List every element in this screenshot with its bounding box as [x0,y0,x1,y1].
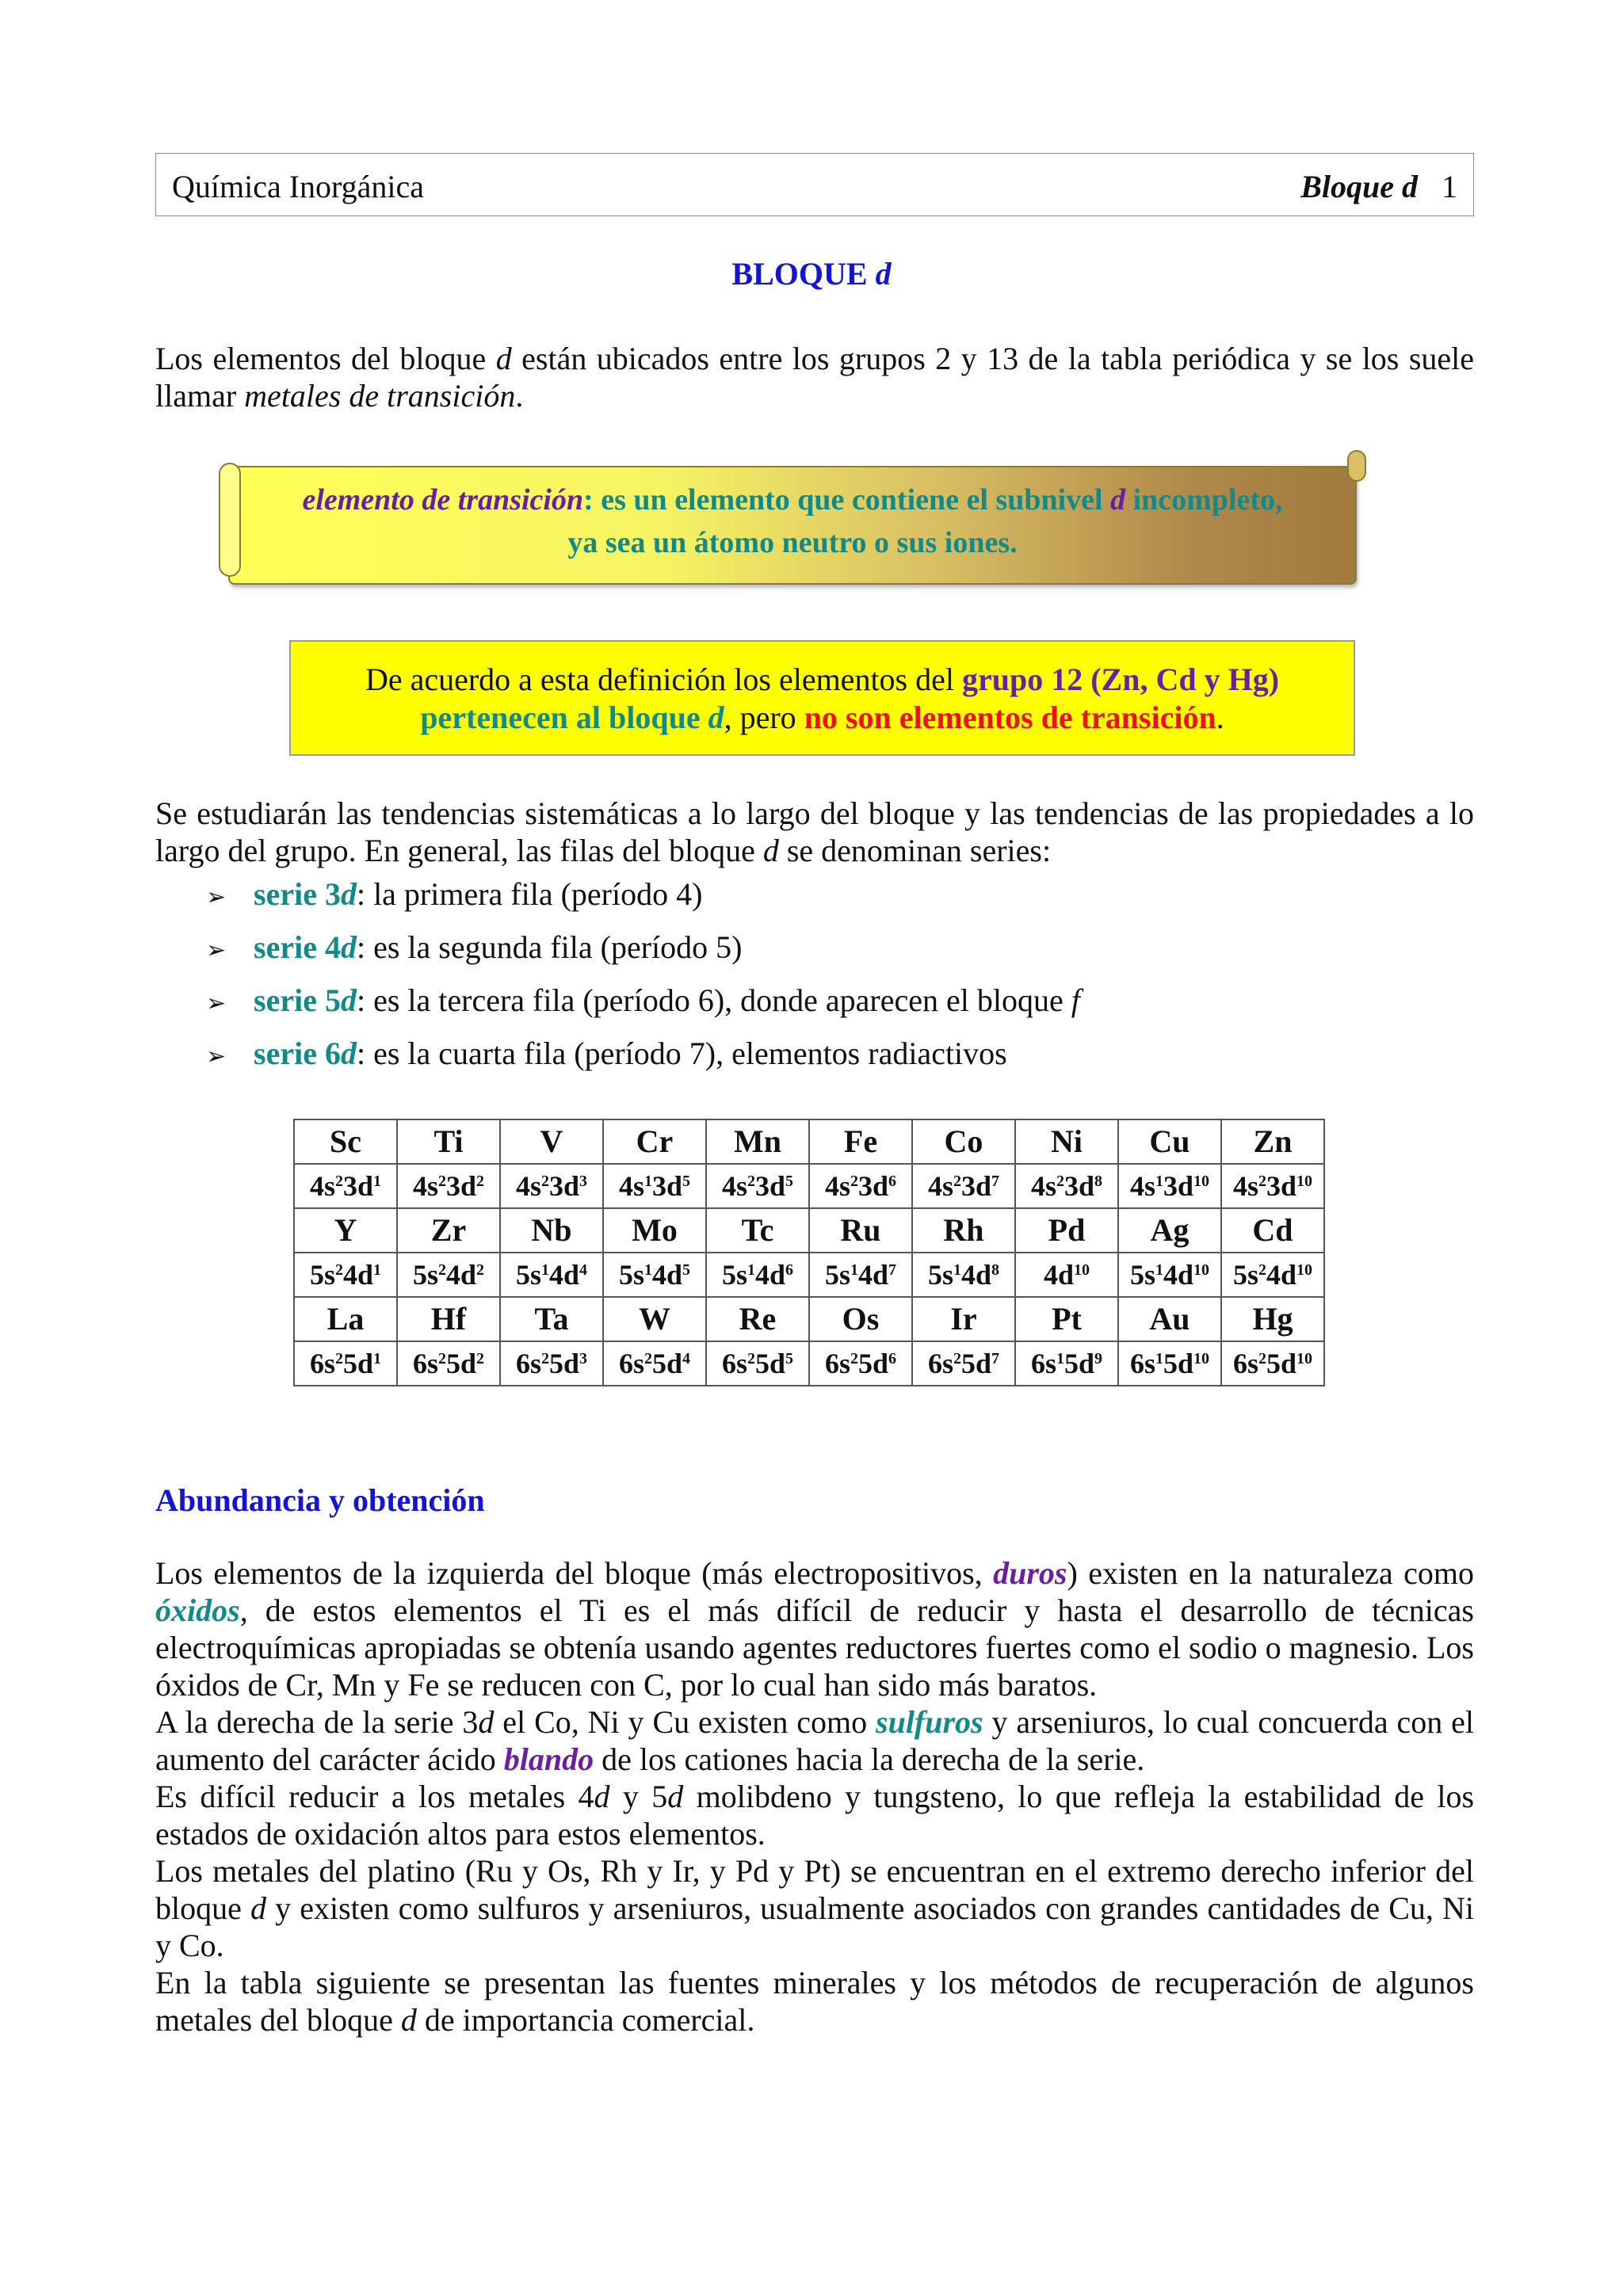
electron-config-cell: $6s^15d^9$ [1015,1341,1118,1386]
scroll-curl-left [219,463,241,577]
element-symbol-row [294,1208,1324,1253]
arrowhead-icon: ➢ [206,883,227,911]
electron-config-cell: $6s^25d^2$ [397,1341,500,1386]
element-symbol-cell: Au [1118,1297,1221,1341]
element-symbol-cell: Cd [1221,1208,1324,1253]
list-item: ➢ serie 5d: es la tercera fila (período 6), donde aparecen el bloque f [206,982,1080,1018]
element-symbol-cell: Co [912,1119,1015,1164]
electron-config-row [294,1164,1324,1208]
element-symbol-cell: Re [706,1297,809,1341]
electron-config-cell: $6s^25d^3$ [500,1341,603,1386]
electron-config-row [294,1253,1324,1297]
electron-config-cell: $6s^25d^7$ [912,1341,1015,1386]
electron-config-cell: $4s^23d^{10}$ [1221,1164,1324,1208]
page-title: BLOQUE d [731,256,892,292]
electron-config-cell: $6s^15d^{10}$ [1118,1341,1221,1386]
element-symbol-cell: Rh [912,1208,1015,1253]
electron-config-cell: $5s^14d^8$ [912,1253,1015,1297]
note-box: De acuerdo a esta definición los elementos del grupo 12 (Zn, Cd y Hg) pertenecen al bloque d, pero no son elementos de transición. [289,640,1355,756]
electron-configuration-table [293,1119,1325,1386]
header-section-name: Bloque d [1300,169,1418,204]
electron-config-cell: $4s^23d^2$ [397,1164,500,1208]
definition-text: elemento de transición: es un elemento que contiene el subnivel d incompleto, ya sea un átomo neutro o sus iones. [302,483,1283,559]
section-title: Abundancia y obtención [155,1482,485,1518]
electron-config-cell: $5s^14d^4$ [500,1253,603,1297]
element-symbol-cell: Pt [1015,1297,1118,1341]
list-item: ➢ serie 4d: es la segunda fila (período 5) [206,929,743,965]
electron-config-cell: $4d^{10}$ [1015,1253,1118,1297]
electron-config-cell: $4s^13d^5$ [603,1164,706,1208]
element-symbol-cell: Zn [1221,1119,1324,1164]
electron-config-cell: $4s^23d^1$ [294,1164,397,1208]
element-symbol-cell: Cr [603,1119,706,1164]
element-symbol-cell: Pd [1015,1208,1118,1253]
page-header [155,153,1474,216]
element-symbol-cell: Ir [912,1297,1015,1341]
electron-config-cell: $4s^23d^5$ [706,1164,809,1208]
scroll-curl-right [1347,450,1366,482]
list-item: ➢ serie 3d: la primera fila (período 4) [206,876,703,912]
electron-config-cell: $4s^23d^6$ [809,1164,912,1208]
element-symbol-cell: Fe [809,1119,912,1164]
element-symbol-row [294,1119,1324,1164]
header-course: Química Inorgánica [172,169,425,204]
element-symbol-cell: Os [809,1297,912,1341]
element-symbol-cell: Nb [500,1208,603,1253]
element-symbol-cell: Ag [1118,1208,1221,1253]
electron-config-cell: $5s^14d^6$ [706,1253,809,1297]
tabla-siguiente-paragraph: En la tabla siguiente se presentan las fuentes minerales y los métodos de recuperación de algunos metales del bloque d de importancia comercial. [155,1965,1474,2038]
intro-paragraph: Los elementos del bloque d están ubicados entre los grupos 2 y 13 de la tabla periódica y se los suele llamar metales de transición. [155,341,1475,414]
element-symbol-cell: Ta [500,1297,603,1341]
element-symbol-cell: Ti [397,1119,500,1164]
electron-config-cell: $6s^25d^6$ [809,1341,912,1386]
platino-paragraph: Los metales del platino (Ru y Os, Rh y Ir, y Pd y Pt) se encuentran en el extremo derecho inferior del bloque d y existen como sulfuros y arseniuros, usualmente asociados con grandes cantidades de Cu, Ni y Co. [155,1853,1475,1963]
electron-config-cell: $6s^25d^4$ [603,1341,706,1386]
molibdeno-paragraph: Es difícil reducir a los metales 4d y 5d molibdeno y tungsteno, lo que refleja la estabilidad de los estados de oxidación altos para estos elementos. [155,1779,1475,1852]
element-symbol-cell: Y [294,1208,397,1253]
element-symbol-cell: W [603,1297,706,1341]
electron-config-cell: $6s^25d^5$ [706,1341,809,1386]
element-symbol-cell: Cu [1118,1119,1221,1164]
element-symbol-cell: Mo [603,1208,706,1253]
electron-config-cell: $5s^24d^{10}$ [1221,1253,1324,1297]
element-symbol-cell: Hf [397,1297,500,1341]
abundancia-paragraph: Los elementos de la izquierda del bloque (más electropositivos, duros) existen en la naturaleza como óxidos, de estos elementos el Ti es el más difícil de reducir y hasta el desarrollo de técnicas electroquímicas apropiadas se obtenía usando agentes reductores fuertes como el sodio o magnesio. Los óxidos de Cr, Mn y Fe se reducen con C, por lo cual han sido más baratos. [155,1555,1474,1703]
electron-config-cell: $6s^25d^{10}$ [1221,1341,1324,1386]
electron-config-cell: $6s^25d^1$ [294,1341,397,1386]
header-page-number: 1 [1442,169,1457,204]
element-symbol-cell: V [500,1119,603,1164]
element-symbol-row [294,1297,1324,1341]
element-symbol-cell: Mn [706,1119,809,1164]
electron-config-row [294,1341,1324,1386]
electron-config-cell: $5s^14d^{10}$ [1118,1253,1221,1297]
definition-scroll [214,450,1371,585]
arrowhead-icon: ➢ [206,990,227,1017]
element-symbol-cell: Zr [397,1208,500,1253]
electron-config-cell: $5s^24d^1$ [294,1253,397,1297]
electron-config-cell: $5s^14d^7$ [809,1253,912,1297]
header-section [1300,168,1457,205]
arrowhead-icon: ➢ [206,936,227,964]
series-intro-paragraph: Se estudiarán las tendencias sistemáticas a lo largo del bloque y las tendencias de las propiedades a lo largo del grupo. En general, las filas del bloque d se denominan series: [155,795,1474,868]
arrowhead-icon: ➢ [206,1043,227,1070]
electron-config-cell: $4s^13d^{10}$ [1118,1164,1221,1208]
element-symbol-cell: Tc [706,1208,809,1253]
electron-config-cell: $4s^23d^7$ [912,1164,1015,1208]
element-symbol-cell: Ni [1015,1119,1118,1164]
element-symbol-cell: La [294,1297,397,1341]
list-item: ➢ serie 6d: es la cuarta fila (período 7), elementos radiactivos [206,1035,1007,1071]
electron-config-cell: $5s^24d^2$ [397,1253,500,1297]
element-symbol-cell: Hg [1221,1297,1324,1341]
element-symbol-cell: Ru [809,1208,912,1253]
sulfuros-paragraph: A la derecha de la serie 3d el Co, Ni y Cu existen como sulfuros y arseniuros, lo cual concuerda con el aumento del carácter ácido blando de los cationes hacia la derecha de la serie. [155,1704,1474,1777]
element-symbol-cell: Sc [294,1119,397,1164]
electron-config-cell: $5s^14d^5$ [603,1253,706,1297]
electron-config-cell: $4s^23d^3$ [500,1164,603,1208]
electron-config-cell: $4s^23d^8$ [1015,1164,1118,1208]
